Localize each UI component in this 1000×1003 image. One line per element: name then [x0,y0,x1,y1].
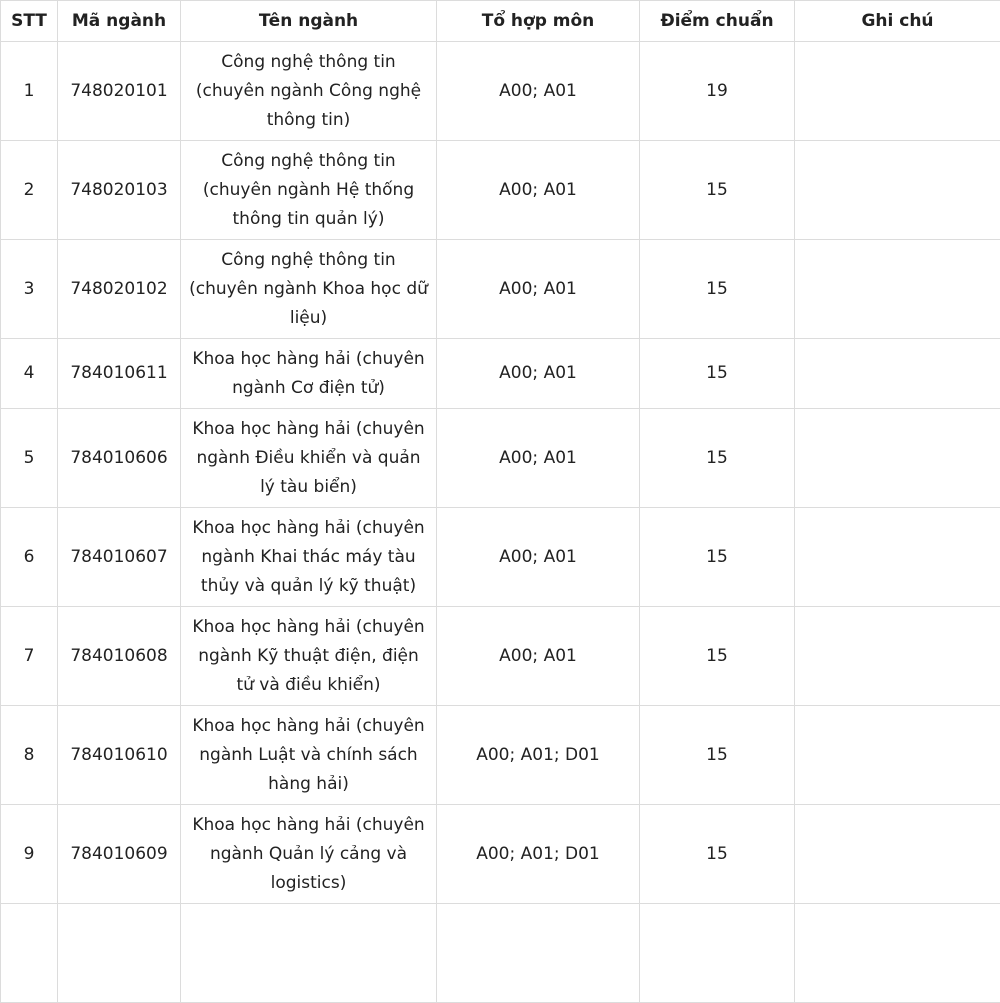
cell-subject-combination: A00; A01; D01 [437,805,640,904]
header-row [1,1,1000,42]
cell-cutoff-score: 15 [640,508,795,607]
cell-empty [795,904,1000,1003]
cell-stt: 2 [1,141,58,240]
cell-major-name: Khoa học hàng hải (chuyên ngành Luật và chính sách hàng hải) [181,706,437,805]
table-row [1,240,1000,339]
cell-major-code: 784010606 [58,409,181,508]
cell-stt: 8 [1,706,58,805]
cell-cutoff-score: 15 [640,607,795,706]
header-cutoff-score: Điểm chuẩn [640,1,795,42]
cell-major-code: 784010610 [58,706,181,805]
header-stt: STT [1,1,58,42]
table-row [1,706,1000,805]
header-note: Ghi chú [795,1,1000,42]
table-body [1,42,1000,1003]
cell-note [795,706,1000,805]
cell-note [795,240,1000,339]
cell-note [795,607,1000,706]
cell-subject-combination: A00; A01 [437,141,640,240]
cell-subject-combination: A00; A01 [437,607,640,706]
cell-subject-combination: A00; A01 [437,339,640,409]
table-row [1,42,1000,141]
cell-empty [437,904,640,1003]
table-row [1,508,1000,607]
table-row [1,409,1000,508]
cell-major-code: 748020101 [58,42,181,141]
cell-subject-combination: A00; A01 [437,240,640,339]
cell-subject-combination: A00; A01 [437,508,640,607]
cell-major-code: 784010607 [58,508,181,607]
table-row-partial [1,904,1000,1003]
cell-note [795,508,1000,607]
cell-major-code: 784010611 [58,339,181,409]
cell-cutoff-score: 15 [640,240,795,339]
table-row [1,141,1000,240]
cell-cutoff-score: 15 [640,339,795,409]
cell-empty [1,904,58,1003]
cell-major-name: Khoa học hàng hải (chuyên ngành Kỹ thuật điện, điện tử và điều khiển) [181,607,437,706]
cell-subject-combination: A00; A01 [437,409,640,508]
header-major-code: Mã ngành [58,1,181,42]
header-major-name: Tên ngành [181,1,437,42]
cell-empty [58,904,181,1003]
cell-subject-combination: A00; A01; D01 [437,706,640,805]
cell-major-name: Công nghệ thông tin (chuyên ngành Công nghệ thông tin) [181,42,437,141]
cell-cutoff-score: 19 [640,42,795,141]
header-subject-combination: Tổ hợp môn [437,1,640,42]
cell-cutoff-score: 15 [640,706,795,805]
cell-empty [640,904,795,1003]
table-row [1,339,1000,409]
cell-stt: 4 [1,339,58,409]
cell-major-code: 784010609 [58,805,181,904]
cell-stt: 6 [1,508,58,607]
cell-major-name: Khoa học hàng hải (chuyên ngành Cơ điện tử) [181,339,437,409]
cell-stt: 5 [1,409,58,508]
table-header [1,1,1000,42]
cell-cutoff-score: 15 [640,805,795,904]
cell-stt: 1 [1,42,58,141]
cell-cutoff-score: 15 [640,409,795,508]
cell-major-name: Khoa học hàng hải (chuyên ngành Điều khiển và quản lý tàu biển) [181,409,437,508]
table-row [1,805,1000,904]
cell-note [795,339,1000,409]
cell-cutoff-score: 15 [640,141,795,240]
cell-major-name: Khoa học hàng hải (chuyên ngành Quản lý cảng và logistics) [181,805,437,904]
cell-major-code: 784010608 [58,607,181,706]
cell-major-code: 748020102 [58,240,181,339]
cell-stt: 3 [1,240,58,339]
cell-major-name: Công nghệ thông tin (chuyên ngành Hệ thống thông tin quản lý) [181,141,437,240]
cell-major-name: Công nghệ thông tin (chuyên ngành Khoa học dữ liệu) [181,240,437,339]
cell-note [795,141,1000,240]
cell-subject-combination: A00; A01 [437,42,640,141]
cell-major-name: Khoa học hàng hải (chuyên ngành Khai thác máy tàu thủy và quản lý kỹ thuật) [181,508,437,607]
table-row [1,607,1000,706]
cell-note [795,42,1000,141]
cell-empty [181,904,437,1003]
cell-stt: 9 [1,805,58,904]
cell-stt: 7 [1,607,58,706]
cell-note [795,409,1000,508]
cell-major-code: 748020103 [58,141,181,240]
cell-note [795,805,1000,904]
